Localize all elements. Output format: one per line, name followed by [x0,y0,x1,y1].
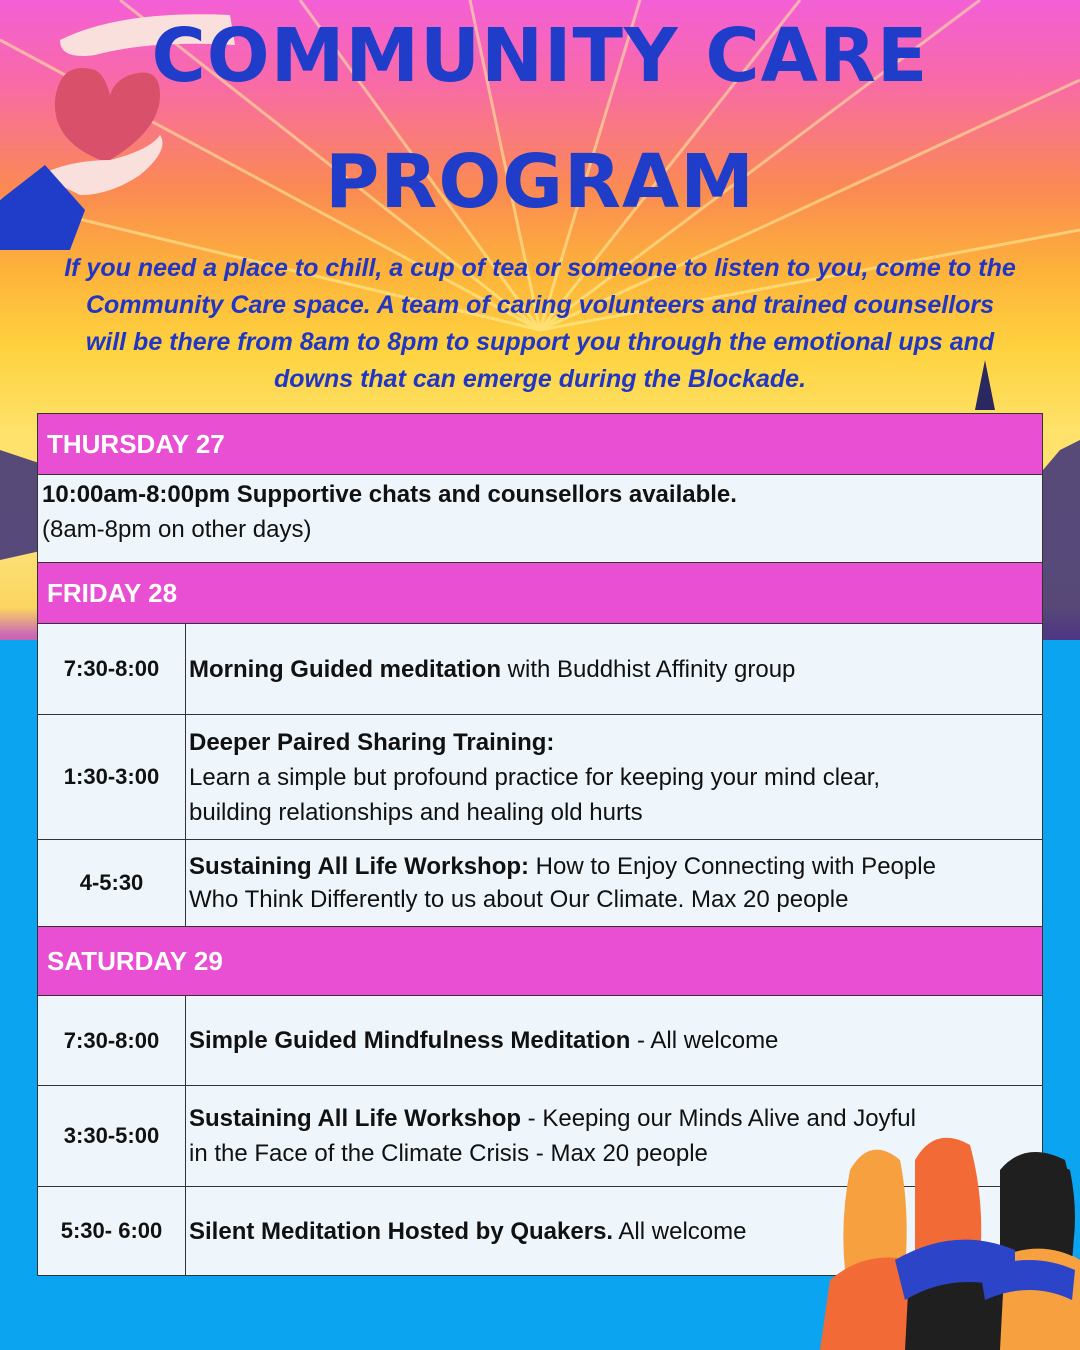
intro-line: downs that can emerge during the Blockade. [273,365,807,393]
session-title: Simple Guided Mindfulness Meditation [189,1027,631,1054]
intro-line: will be there from 8am to 8pm to support you through the emotional ups and [85,328,995,356]
day-header-friday: FRIDAY 28 [38,563,1042,624]
session-title: Sustaining All Life Workshop [189,1105,522,1132]
session-title: Deeper Paired Sharing Training: [189,728,555,756]
thursday-line1: 10:00am-8:00pm Supportive chats and counsellors available. [42,481,737,508]
page-title-line1: COMMUNITY CARE [151,13,929,99]
day-header-thursday: THURSDAY 27 [38,414,1042,475]
thursday-line2: (8am-8pm on other days) [42,516,312,543]
session-detail: All welcome [613,1217,747,1245]
session-detail: with Buddhist Affinity group [500,655,796,683]
time-cell: 7:30-8:00 [38,996,186,1085]
description-cell [186,715,1042,839]
session-detail: How to Enjoy Connecting with People [529,853,936,880]
description-cell [186,996,1042,1085]
thursday-row [38,475,1042,563]
session-detail: - All welcome [630,1027,779,1054]
day-header-saturday: SATURDAY 29 [38,927,1042,996]
session-detail: in the Face of the Climate Crisis - Max 20 people [189,1140,708,1167]
intro-line: Community Care space. A team of caring volunteers and trained counsellors [85,291,995,319]
time-cell: 3:30-5:00 [38,1086,186,1186]
intro-text [20,250,1060,398]
description-cell [186,624,1042,714]
intro-line: If you need a place to chill, a cup of tea or someone to listen to you, come to the [64,254,1016,282]
session-title: Silent Meditation Hosted by Quakers. [189,1217,614,1245]
time-cell: 7:30-8:00 [38,624,186,714]
session-title: Sustaining All Life Workshop: [189,853,530,880]
table-row [38,996,1042,1086]
time-cell: 4-5:30 [38,840,186,926]
table-row [38,624,1042,715]
friends-hugging-icon [810,1130,1080,1350]
time-cell: 1:30-3:00 [38,715,186,839]
session-detail: - Keeping our Minds Alive and Joyful [521,1105,916,1132]
session-title: Morning Guided meditation [189,655,501,683]
session-detail: Learn a simple but profound practice for keeping your mind clear, [189,763,881,791]
time-cell: 5:30- 6:00 [38,1187,186,1275]
table-row [38,840,1042,927]
session-detail: building relationships and healing old hurts [189,798,643,826]
session-detail: Who Think Differently to us about Our Climate. Max 20 people [189,886,849,913]
page-title-line2: PROGRAM [325,139,755,225]
description-cell [186,840,1042,926]
table-row [38,715,1042,840]
